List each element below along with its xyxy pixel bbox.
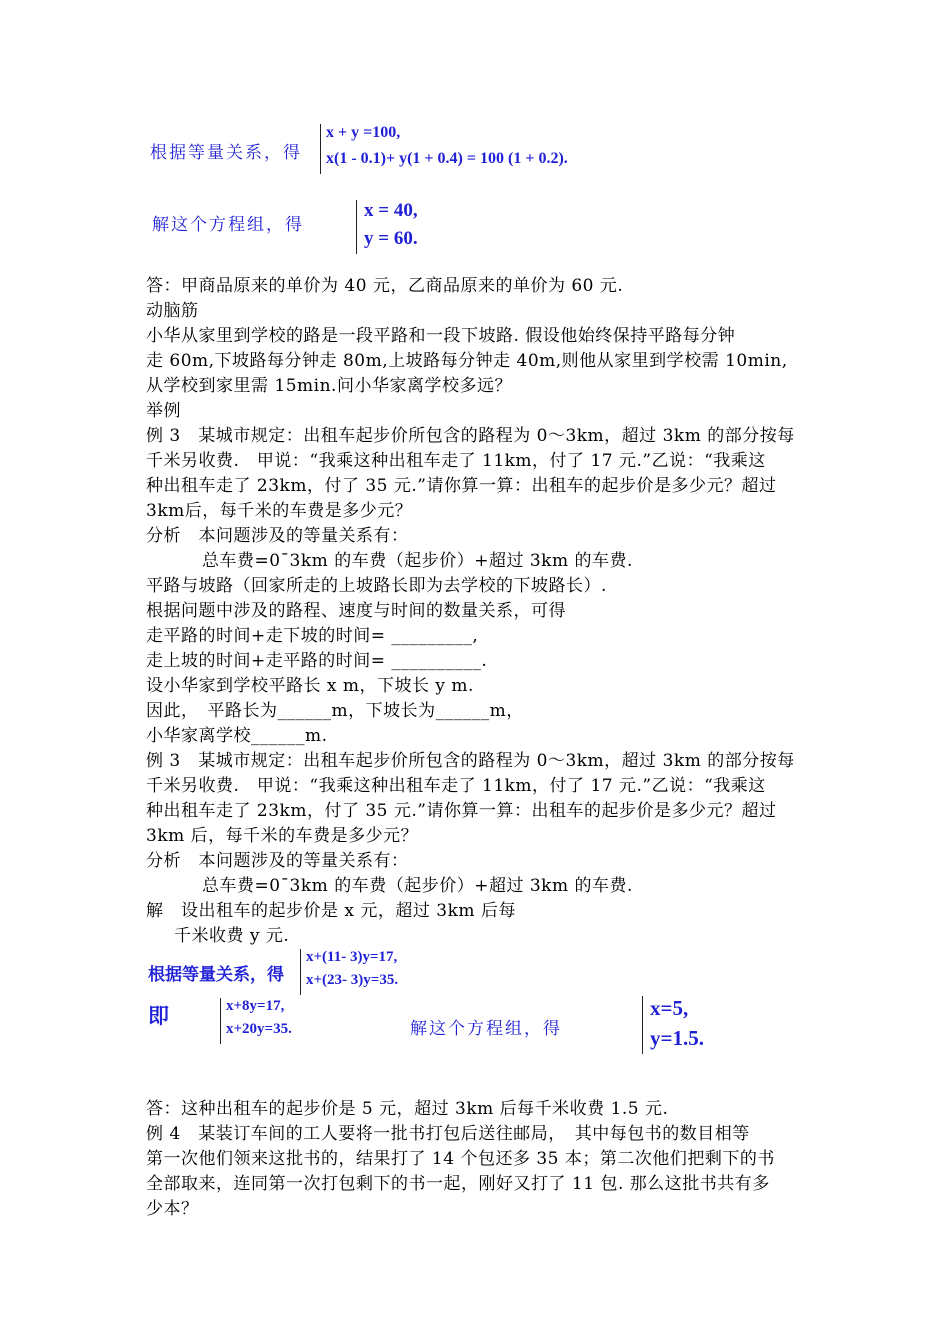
text-line: 从学校到家里需 15min.问小华家离学校多远？ <box>146 376 512 396</box>
text-line: 少本？ <box>146 1199 199 1219</box>
text-line: 设小华家到学校平路长 x m，下坡长 y m. <box>146 676 474 696</box>
system-brace-1 <box>320 124 321 174</box>
solution-5a: x=5, <box>650 996 689 1020</box>
system-brace-2 <box>356 200 357 254</box>
text-line: 分析 本问题涉及的等量关系有： <box>146 851 409 871</box>
equation-3a: x+(11- 3)y=17, <box>306 949 398 965</box>
system-label-3: 根据等量关系，得 <box>148 965 284 984</box>
system-label-1: 根据等量关系，得 <box>150 143 302 163</box>
system-brace-5 <box>642 996 643 1054</box>
text-line: 种出租车走了 23km，付了 35 元.”请你算一算：出租车的起步价是多少元？超过 <box>146 476 777 496</box>
heading-juli: 举例 <box>146 401 181 421</box>
text-line: 例 3 某城市规定：出租车起步价所包含的路程为 0～3km，超过 3km 的部分按每 <box>146 426 795 446</box>
system-brace-3 <box>300 949 301 995</box>
text-line: 千米另收费. 甲说：“我乘这种出租车走了 11km，付了 17 元.”乙说：“我乘这 <box>146 451 766 471</box>
text-line: 平路与坡路（回家所走的上坡路长即为去学校的下坡路长）. <box>146 576 607 596</box>
solution-2a: x = 40, <box>364 200 418 221</box>
fill-blank-line: 因此， 平路长为______m，下坡长为______m， <box>146 701 524 721</box>
text-line: 种出租车走了 23km，付了 35 元.”请你算一算：出租车的起步价是多少元？超过 <box>146 801 777 821</box>
solution-5b: y=1.5. <box>650 1026 704 1050</box>
text-line: 根据问题中涉及的路程、速度与时间的数量关系，可得 <box>146 601 566 621</box>
text-line: 总车费=0¯3km 的车费（起步价）+超过 3km 的车费. <box>202 876 633 896</box>
label-ji: 即 <box>148 1005 169 1028</box>
equation-1a: x + y =100, <box>326 124 401 141</box>
text-line: 第一次他们领来这批书的，结果打了 14 个包还多 35 本；第二次他们把剩下的书 <box>146 1149 775 1169</box>
text-line: 例 4 某装订车间的工人要将一批书打包后送往邮局， 其中每包书的数目相等 <box>146 1124 750 1144</box>
heading-dongnaojin: 动脑筋 <box>146 301 199 321</box>
equation-3b: x+(23- 3)y=35. <box>306 972 399 988</box>
text-line: 3km后，每千米的车费是多少元？ <box>146 501 413 521</box>
text-line: 走 60m,下坡路每分钟走 80m,上坡路每分钟走 40m,则他从家里到学校需 10min, <box>146 351 788 371</box>
system-label-5: 解这个方程组，得 <box>410 1019 562 1039</box>
text-line: 全部取来，连同第一次打包剩下的书一起，刚好又打了 11 包. 那么这批书共有多 <box>146 1174 770 1194</box>
solution-2b: y = 60. <box>364 228 418 249</box>
fill-blank-line: 走上坡的时间+走平路的时间= __________. <box>146 651 488 671</box>
equation-4b: x+20y=35. <box>226 1021 292 1037</box>
text-line: 小华从家里到学校的路是一段平路和一段下坡路. 假设他始终保持平路每分钟 <box>146 326 736 346</box>
text-line: 总车费=0¯3km 的车费（起步价）+超过 3km 的车费. <box>202 551 633 571</box>
system-label-2: 解这个方程组，得 <box>152 215 304 235</box>
equation-1b: x(1 - 0.1)+ y(1 + 0.4) = 100 (1 + 0.2). <box>326 150 568 167</box>
text-line: 3km 后，每千米的车费是多少元？ <box>146 826 419 846</box>
equation-4a: x+8y=17, <box>226 998 285 1014</box>
system-brace-4 <box>220 998 221 1044</box>
text-line: 解 设出租车的起步价是 x 元，超过 3km 后每 <box>146 901 516 921</box>
text-line: 千米收费 y 元. <box>174 926 290 946</box>
text-line: 分析 本问题涉及的等量关系有： <box>146 526 409 546</box>
text-line: 千米另收费. 甲说：“我乘这种出租车走了 11km，付了 17 元.”乙说：“我乘这 <box>146 776 766 796</box>
fill-blank-line: 走平路的时间+走下坡的时间= _________, <box>146 626 479 646</box>
text-line: 例 3 某城市规定：出租车起步价所包含的路程为 0～3km，超过 3km 的部分按每 <box>146 751 795 771</box>
fill-blank-line: 小华家离学校______m. <box>146 726 328 746</box>
text-line: 答：甲商品原来的单价为 40 元，乙商品原来的单价为 60 元. <box>146 276 624 296</box>
text-line: 答：这种出租车的起步价是 5 元，超过 3km 后每千米收费 1.5 元. <box>146 1099 669 1119</box>
